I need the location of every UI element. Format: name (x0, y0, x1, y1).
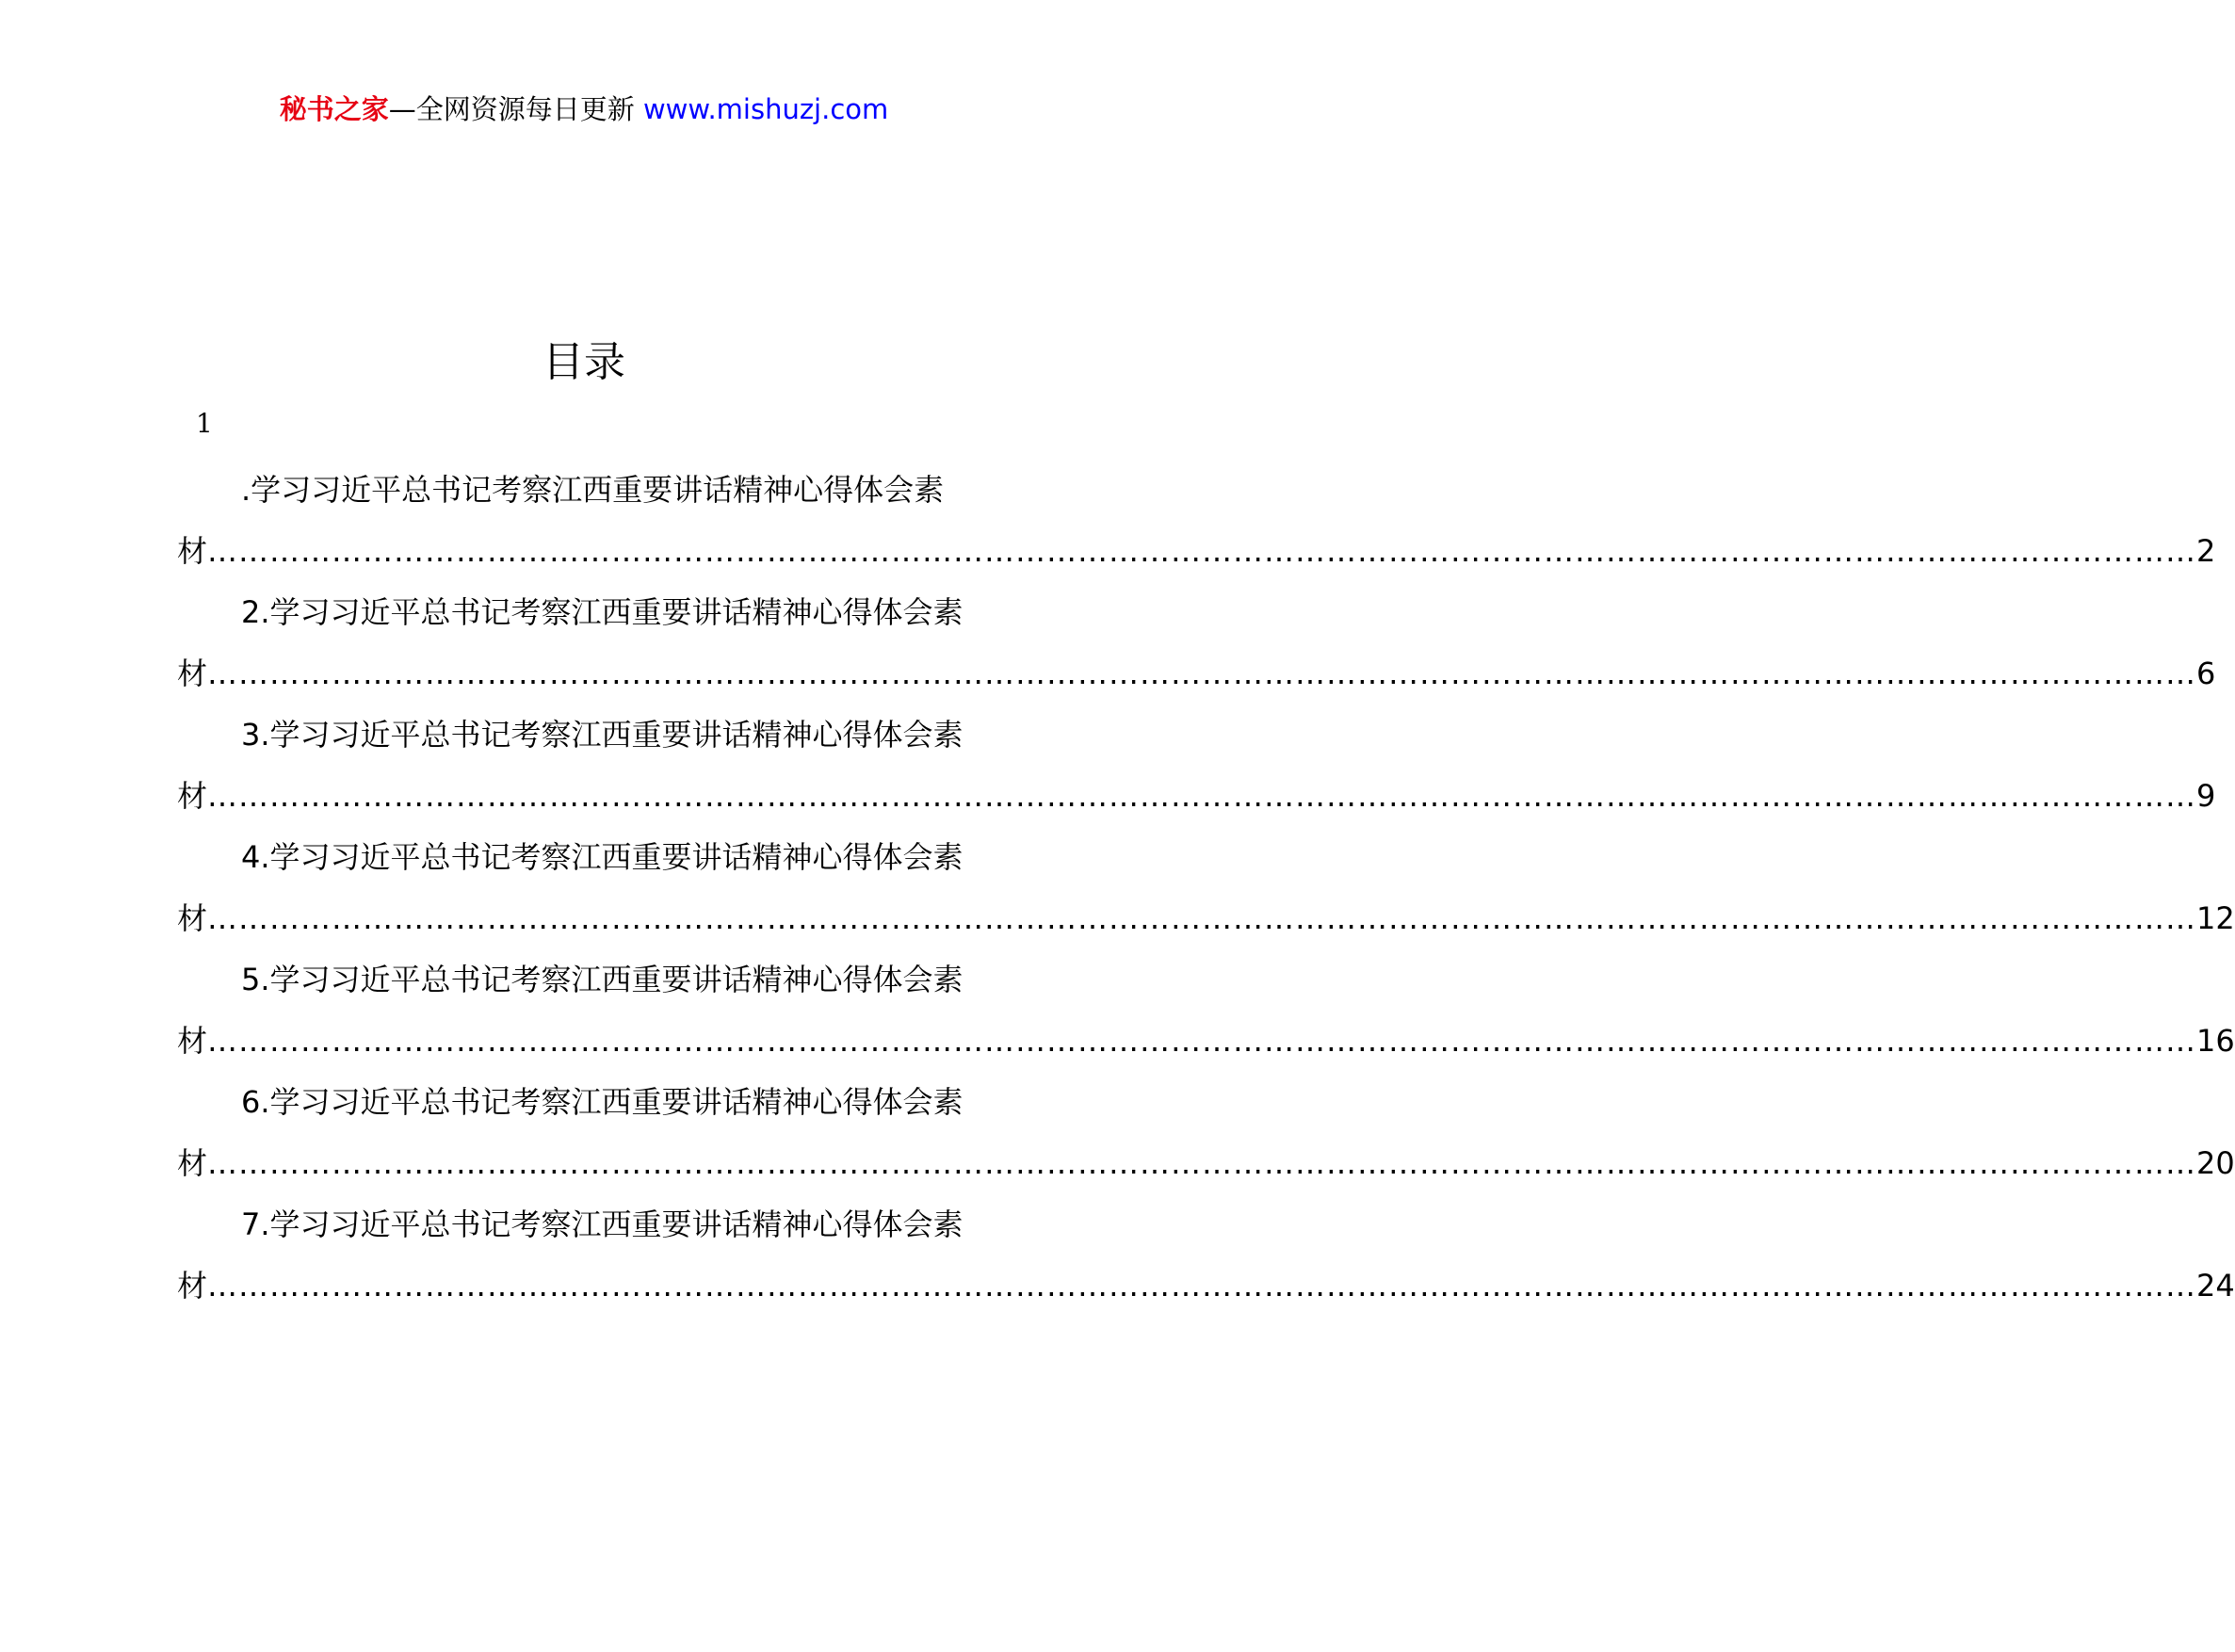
toc-entry-title-tail: 材 (177, 533, 208, 569)
toc-entry-title-tail: 材 (177, 1145, 208, 1181)
table-of-contents (177, 460, 2235, 1317)
toc-entry-4[interactable] (177, 827, 2235, 949)
toc-entry-title-tail: 材 (177, 900, 208, 936)
toc-entry-number: 4. (241, 839, 270, 875)
toc-entry-number: 6. (241, 1084, 270, 1120)
toc-entry-number: 7. (241, 1207, 270, 1242)
toc-dot-leader: ………………………………………………………………………………………………………………………………………………………………………… (207, 533, 2197, 569)
toc-entry-title: 学习习近平总书记考察江西重要讲话精神心得体会素 (269, 594, 964, 630)
toc-title: 目录 (543, 338, 625, 386)
toc-dot-leader: ………………………………………………………………………………………………………………………………………………………………………… (207, 778, 2197, 814)
toc-dot-leader: ………………………………………………………………………………………………………………………………………………………………………… (207, 1145, 2197, 1181)
toc-page-number: 9 (2196, 778, 2216, 814)
toc-entry-title: 学习习近平总书记考察江西重要讲话精神心得体会素 (269, 839, 964, 875)
toc-entry-5[interactable] (177, 949, 2235, 1072)
toc-page-number: 12 (2196, 900, 2235, 936)
header-brand: 秘书之家 (279, 93, 389, 125)
toc-dot-leader: ………………………………………………………………………………………………………………………………………………………………………… (207, 1268, 2197, 1304)
toc-entry-title-tail: 材 (177, 1023, 208, 1059)
toc-page-number: 2 (2196, 533, 2216, 569)
toc-entry-title-tail: 材 (177, 778, 208, 814)
header-url[interactable]: www.mishuzj.com (642, 93, 889, 125)
toc-entry-3[interactable] (177, 705, 2216, 827)
toc-stray-number: 1 (196, 408, 213, 439)
toc-entry-7[interactable] (177, 1194, 2235, 1317)
toc-entry-title: 学习习近平总书记考察江西重要讲话精神心得体会素 (251, 472, 945, 508)
toc-entry-number: . (241, 472, 251, 508)
toc-entry-number: 3. (241, 717, 270, 753)
toc-entry-title-tail: 材 (177, 1268, 208, 1304)
toc-entry-title: 学习习近平总书记考察江西重要讲话精神心得体会素 (269, 717, 964, 753)
toc-entry-number: 2. (241, 594, 270, 630)
toc-entry-2[interactable] (177, 582, 2216, 705)
toc-entry-6[interactable] (177, 1072, 2235, 1194)
toc-dot-leader: ………………………………………………………………………………………………………………………………………………………………………… (207, 1023, 2197, 1059)
toc-dot-leader: ………………………………………………………………………………………………………………………………………………………………………… (207, 900, 2197, 936)
toc-dot-leader: ………………………………………………………………………………………………………………………………………………………………………… (207, 656, 2197, 691)
toc-page-number: 20 (2196, 1145, 2235, 1181)
toc-entry-title: 学习习近平总书记考察江西重要讲话精神心得体会素 (269, 962, 964, 997)
toc-page-number: 6 (2196, 656, 2216, 691)
toc-page-number: 16 (2196, 1023, 2235, 1059)
page-header (0, 90, 1168, 128)
toc-page-number: 24 (2196, 1268, 2235, 1304)
toc-entry-title: 学习习近平总书记考察江西重要讲话精神心得体会素 (269, 1207, 964, 1242)
toc-entry-title-tail: 材 (177, 656, 208, 691)
toc-entry-number: 5. (241, 962, 270, 997)
toc-entry-title: 学习习近平总书记考察江西重要讲话精神心得体会素 (269, 1084, 964, 1120)
toc-entry-1[interactable] (177, 460, 2216, 582)
header-slogan: —全网资源每日更新 (388, 93, 643, 125)
